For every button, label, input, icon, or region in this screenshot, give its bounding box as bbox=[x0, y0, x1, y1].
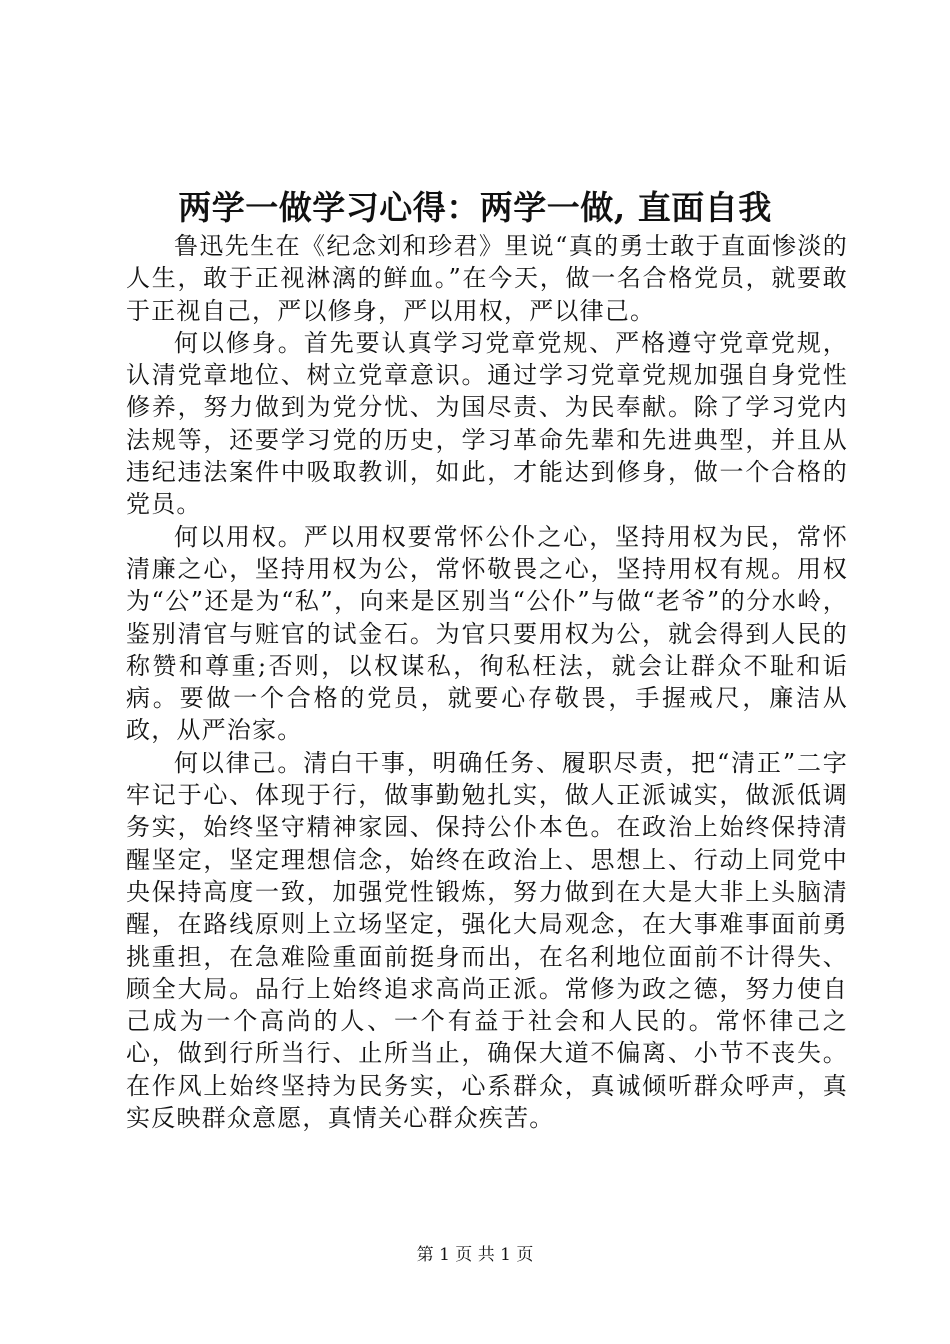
paragraph-self-cultivation: 何以修身。首先要认真学习党章党规、严格遵守党章党规，认清党章地位、树立党章意识。通过学习党章党规加强自身党性修养，努力做到为党分忧、为国尽责、为民奉献。除了学习党内法规等，还要学习党的历史，学习革命先辈和先进典型，并且从违纪违法案件中吸取教训，如此，才能达到修身，做一个合格的党员。 bbox=[126, 328, 848, 519]
paragraph-self-discipline: 何以律己。清白干事，明确任务、履职尽责，把“清正”二字牢记于心、体现于行，做事勤勉扎实，做人正派诚实，做派低调务实，始终坚守精神家园、保持公仆本色。在政治上始终保持清醒坚定，坚定理想信念，始终在政治上、思想上、行动上同党中央保持高度一致，加强党性锻炼，努力做到在大是大非上头脑清醒，在路线原则上立场坚定，强化大局观念，在大事难事面前勇挑重担，在急难险重面前挺身而出，在名利地位面前不计得失、顾全大局。品行上始终追求高尚正派。常修为政之德，努力使自己成为一个高尚的人、一个有益于社会和人民的。常怀律己之心，做到行所当行、止所当止，确保大道不偏离、小节不丧失。在作风上始终坚持为民务实，心系群众，真诚倾听群众呼声，真实反映群众意愿，真情关心群众疾苦。 bbox=[126, 748, 848, 1133]
document-body bbox=[126, 230, 848, 1134]
page-title: 两学一做学习心得：两学一做, 直面自我 bbox=[178, 188, 772, 227]
paragraph-use-of-power: 何以用权。严以用权要常怀公仆之心，坚持用权为民，常怀清廉之心，坚持用权为公，常怀敬畏之心，坚持用权有规。用权为“公”还是为“私”，向来是区别当“公仆”与做“老爷”的分水岭，鉴别清官与赃官的试金石。为官只要用权为公，就会得到人民的称赞和尊重;否则，以权谋私，徇私枉法，就会让群众不耻和诟病。要做一个合格的党员，就要心存敬畏，手握戒尺，廉洁从政，从严治家。 bbox=[126, 522, 848, 745]
page-number-footer: 第 1 页 共 1 页 bbox=[416, 1245, 534, 1265]
paragraph-intro: 鲁迅先生在《纪念刘和珍君》里说“真的勇士敢于直面惨淡的人生，敢于正视淋漓的鲜血。”在今天，做一名合格党员，就要敢于正视自己，严以修身，严以用权，严以律己。 bbox=[126, 232, 848, 325]
